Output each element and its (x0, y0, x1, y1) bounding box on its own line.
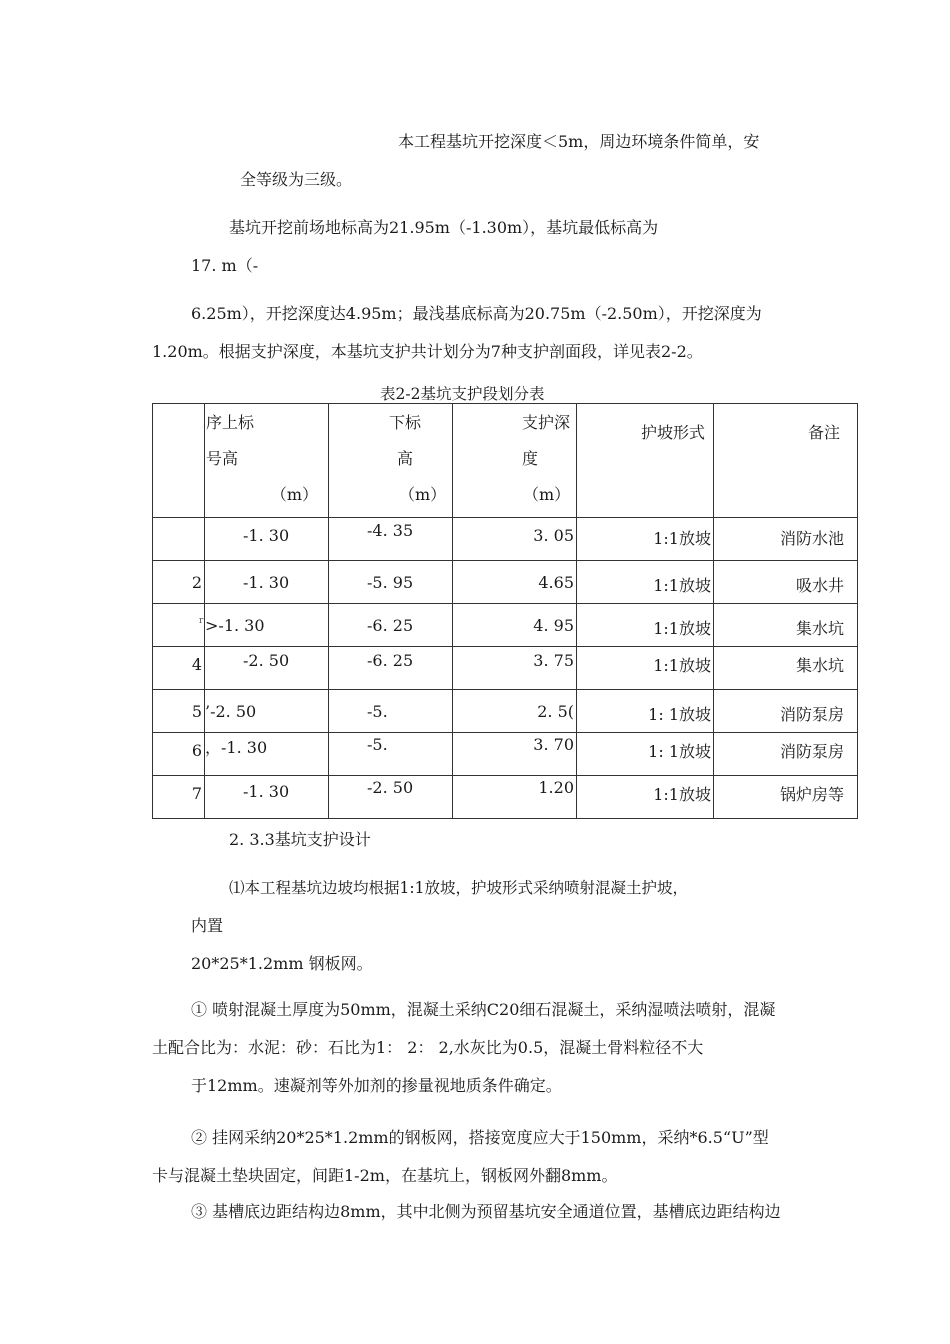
cell-text: 锅炉房等 (779, 785, 844, 804)
cell-number (153, 733, 205, 776)
header-cell-number (153, 404, 205, 518)
table-caption: 表2-2基坑支护段划分表 (380, 385, 545, 403)
paragraph-line: 内置 (191, 916, 224, 935)
header-text: 序上标 (206, 413, 255, 432)
cell-superscript: r (199, 616, 204, 626)
support-section-table (152, 403, 858, 819)
cell-depth (453, 776, 577, 819)
cell-text: 2 (191, 573, 202, 592)
cell-number (153, 647, 205, 690)
cell-text: 集水坑 (795, 656, 844, 675)
cell-note (714, 518, 858, 561)
paragraph-line: 6.25m），开挖深度达4.95m；最浅基底标高为20.75m（-2.50m），开挖深度为 (191, 304, 762, 323)
cell-upper (205, 518, 329, 561)
section-heading: 2. 3.3基坑支护设计 (229, 830, 371, 849)
cell-text: 2. 5( (537, 702, 574, 721)
header-cell-slope (577, 404, 714, 518)
cell-lower (329, 690, 453, 733)
table-row (153, 604, 858, 647)
cell-text: ，-1. 30 (205, 738, 268, 757)
cell-text: 3. 05 (533, 526, 574, 545)
cell-text: 1: 1放坡 (648, 705, 711, 724)
paragraph-line: 基坑开挖前场地标高为21.95m（-1.30m），基坑最低标高为 (229, 218, 659, 237)
cell-note (714, 690, 858, 733)
cell-text: 4.65 (538, 573, 574, 592)
paragraph-line: 20*25*1.2mm 钢板网。 (191, 954, 373, 973)
paragraph-line: 全等级为三级。 (240, 170, 353, 189)
cell-number (153, 604, 205, 647)
cell-text: 3. 75 (533, 651, 574, 670)
cell-slope (577, 604, 714, 647)
cell-upper (205, 776, 329, 819)
header-text: 高 (397, 449, 414, 468)
cell-text: -5. (367, 702, 388, 721)
cell-slope (577, 647, 714, 690)
cell-text: -6. 25 (367, 616, 414, 635)
cell-note (714, 604, 858, 647)
header-text: 护坡形式 (641, 423, 706, 442)
cell-upper (205, 733, 329, 776)
cell-text: 1:1放坡 (653, 656, 711, 675)
cell-text: 1:1放坡 (653, 785, 711, 804)
cell-upper (205, 690, 329, 733)
cell-text: -5. 95 (367, 573, 414, 592)
cell-text: -4. 35 (367, 521, 414, 540)
header-text: 号高 (206, 449, 239, 468)
cell-text: ’-2. 50 (205, 702, 257, 721)
cell-text: -1. 30 (243, 782, 290, 801)
cell-text: 1:1放坡 (653, 529, 711, 548)
cell-depth (453, 647, 577, 690)
paragraph-line: 1.20m。根据支护深度，本基坑支护共计划分为7种支护剖面段，详见表2-2。 (152, 342, 703, 361)
cell-slope (577, 690, 714, 733)
cell-slope (577, 733, 714, 776)
cell-upper (205, 604, 329, 647)
paragraph-line: 本工程基坑开挖深度＜5m，周边环境条件简单，安 (398, 132, 760, 151)
cell-text: 1.20 (538, 778, 574, 797)
header-text: 度 (522, 449, 539, 468)
cell-text: -1. 30 (243, 526, 290, 545)
cell-text: -6. 25 (367, 651, 414, 670)
cell-note (714, 647, 858, 690)
cell-depth (453, 518, 577, 561)
cell-text: 吸水井 (795, 576, 844, 595)
cell-text: 3. 70 (533, 735, 574, 754)
cell-note (714, 733, 858, 776)
header-unit: （m） (523, 485, 571, 504)
header-cell-depth (453, 404, 577, 518)
header-text: 下标 (389, 413, 422, 432)
cell-lower (329, 561, 453, 604)
header-unit: （m） (270, 485, 318, 504)
cell-text: 1:1放坡 (653, 619, 711, 638)
paragraph-line: ⑴本工程基坑边坡均根据1:1放坡，护坡形式采纳喷射混凝土护坡， (229, 879, 688, 897)
cell-text: 消防泵房 (779, 705, 844, 724)
table-row (153, 518, 858, 561)
cell-text: 5 (191, 702, 202, 721)
cell-number (153, 518, 205, 561)
cell-number (153, 561, 205, 604)
cell-text: -2. 50 (243, 651, 290, 670)
table-row (153, 776, 858, 819)
cell-slope (577, 561, 714, 604)
cell-note (714, 776, 858, 819)
cell-depth (453, 561, 577, 604)
table-header-row (153, 404, 858, 518)
cell-text: -2. 50 (367, 778, 414, 797)
header-text: 备注 (808, 423, 841, 442)
cell-depth (453, 733, 577, 776)
header-text: 支护深 (522, 413, 571, 432)
paragraph-line: 卡与混凝土垫块固定，间距1-2m，在基坑上，钢板网外翻8mm。 (152, 1166, 618, 1185)
cell-upper (205, 647, 329, 690)
cell-depth (453, 604, 577, 647)
table-row (153, 733, 858, 776)
header-cell-upper (205, 404, 329, 518)
cell-upper (205, 561, 329, 604)
cell-text: -1. 30 (243, 573, 290, 592)
cell-text: -5. (367, 735, 388, 754)
cell-text: 6 (191, 741, 202, 760)
table-row (153, 561, 858, 604)
cell-lower (329, 776, 453, 819)
cell-text: 消防泵房 (779, 742, 844, 761)
paragraph-line: ① 喷射混凝土厚度为50mm，混凝土采纳C20细石混凝土，采纳湿喷法喷射，混凝 (191, 1000, 776, 1019)
cell-text: 4 (191, 655, 202, 674)
cell-slope (577, 518, 714, 561)
header-cell-lower (329, 404, 453, 518)
header-cell-note (714, 404, 858, 518)
cell-lower (329, 647, 453, 690)
cell-lower (329, 604, 453, 647)
cell-text: >-1. 30 (205, 616, 265, 635)
paragraph-line: 17. m（- (191, 256, 259, 275)
cell-text: 1:1放坡 (653, 576, 711, 595)
cell-number (153, 776, 205, 819)
cell-text: 1: 1放坡 (648, 742, 711, 761)
cell-text: 7 (191, 784, 202, 803)
cell-depth (453, 690, 577, 733)
cell-note (714, 561, 858, 604)
cell-text: 4. 95 (533, 616, 574, 635)
cell-slope (577, 776, 714, 819)
cell-text: 消防水池 (779, 529, 844, 548)
table-row (153, 690, 858, 733)
cell-lower (329, 518, 453, 561)
paragraph-line: ② 挂网采纳20*25*1.2mm的钢板网，搭接宽度应大于150mm，采纳*6.5“U”型 (191, 1128, 769, 1147)
cell-number (153, 690, 205, 733)
paragraph-line: 土配合比为：水泥：砂：石比为1： 2： 2,水灰比为0.5，混凝土骨料粒径不大 (152, 1038, 704, 1057)
paragraph-line: 于12mm。速凝剂等外加剂的掺量视地质条件确定。 (191, 1076, 562, 1095)
paragraph-line: ③ 基槽底边距结构边8mm，其中北侧为预留基坑安全通道位置，基槽底边距结构边 (191, 1202, 781, 1221)
cell-lower (329, 733, 453, 776)
header-unit: （m） (399, 485, 447, 504)
cell-text: 集水坑 (795, 619, 844, 638)
table-row (153, 647, 858, 690)
